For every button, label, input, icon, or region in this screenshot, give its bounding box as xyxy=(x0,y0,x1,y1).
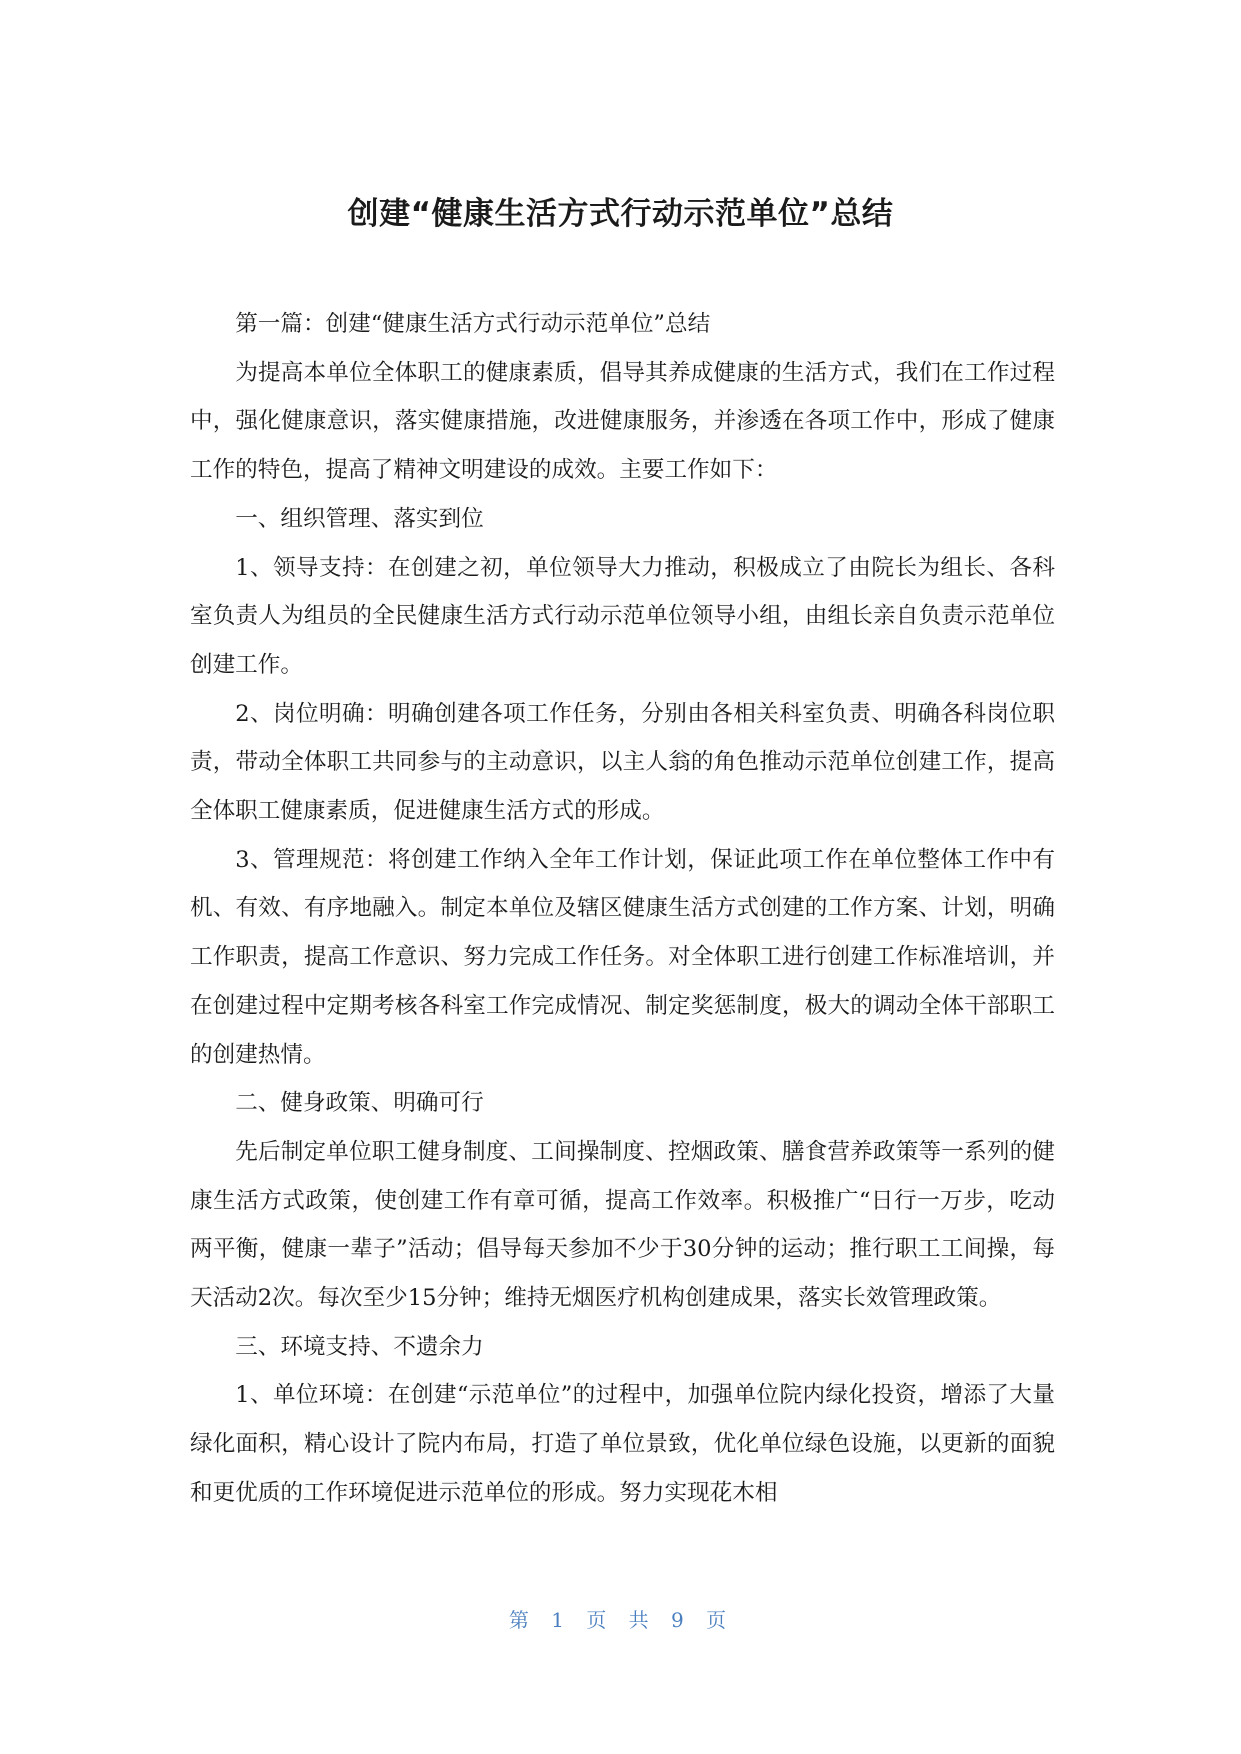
paragraph: 1、领导支持：在创建之初，单位领导大力推动，积极成立了由院长为组长、各科室负责人为组员的全民健康生活方式行动示范单位领导小组，由组长亲自负责示范单位创建工作。 xyxy=(190,554,1055,678)
paragraph: 1、单位环境：在创建“示范单位”的过程中，加强单位院内绿化投资，增添了大量绿化面积，精心设计了院内布局，打造了单位景致，优化单位绿色设施，以更新的面貌和更优质的工作环境促进示范单位的形成。努力实现花木相 xyxy=(190,1382,1055,1506)
section-heading: 三、环境支持、不遗余力 xyxy=(235,1333,484,1360)
paragraph: 第一篇：创建“健康生活方式行动示范单位”总结 xyxy=(235,311,711,337)
section-heading: 一、组织管理、落实到位 xyxy=(235,505,484,532)
document-title: 创建“健康生活方式行动示范单位”总结 xyxy=(347,196,894,232)
paragraph: 3、管理规范：将创建工作纳入全年工作计划，保证此项工作在单位整体工作中有机、有效、有序地融入。制定本单位及辖区健康生活方式创建的工作方案、计划，明确工作职责，提高工作意识、努力完成工作任务。对全体职工进行创建工作标准培训，并在创建过程中定期考核各科室工作完成情况、制定奖惩制度，极大的调动全体干部职工的创建热情。 xyxy=(190,846,1055,1068)
paragraph: 2、岗位明确：明确创建各项工作任务，分别由各相关科室负责、明确各科岗位职责，带动全体职工共同参与的主动意识，以主人翁的角色推动示范单位创建工作，提高全体职工健康素质，促进健康生活方式的形成。 xyxy=(190,700,1055,825)
paragraph: 先后制定单位职工健身制度、工间操制度、控烟政策、膳食营养政策等一系列的健康生活方式政策，使创建工作有章可循，提高工作效率。积极推广“日行一万步，吃动两平衡，健康一辈子”活动；倡导每天参加不少于30分钟的运动；推行职工工间操，每天活动2次。每次至少15分钟；维持无烟医疗机构创建成果，落实长效管理政策。 xyxy=(190,1138,1055,1312)
section-heading: 二、健身政策、明确可行 xyxy=(235,1090,484,1117)
page-footer: 第 1 页 共 9 页 xyxy=(508,1608,733,1632)
document-body xyxy=(190,300,1055,1518)
paragraph: 为提高本单位全体职工的健康素质，倡导其养成健康的生活方式，我们在工作过程中，强化健康意识，落实健康措施，改进健康服务，并渗透在各项工作中，形成了健康工作的特色，提高了精神文明建设的成效。主要工作如下： xyxy=(190,359,1055,484)
